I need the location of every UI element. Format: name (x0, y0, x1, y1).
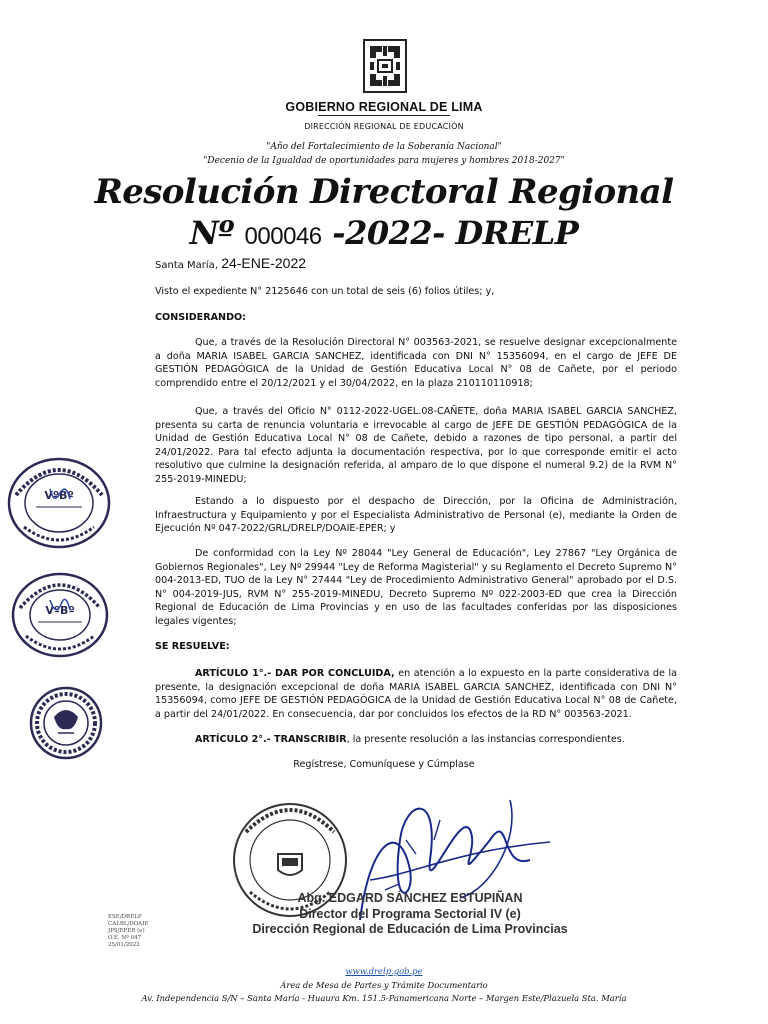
article-1-label: ARTÍCULO 1°.- DAR POR CONCLUIDA, (195, 668, 395, 679)
institution-underline (318, 115, 450, 116)
initials-line: CALBL/DOAIE (108, 921, 149, 927)
considerando-paragraph-4: De conformidad con la Ley Nº 28044 "Ley General de Educación", Ley 27867 "Ley Orgánica de Gobiernos Regionales", Ley Nº 29944 "Ley de Reforma Magisterial" y su Reglamento el Decreto Supremo N° 004-2013-ED, TUO de la Ley N° 27444 "Ley de Procedimiento Administrativo General" aprobado por el D.S. N° 004-2019-JUS, RVM N° 255-2019-MINEDU, Decreto Supremo Nº 022-2003-ED que crea la Dirección Regional de Educación de Lima Provincias y en uso de las facultades conferidas por las disposiciones legales vigentes; (155, 548, 677, 627)
decade-motto: "Decenio de la Igualdad de oportunidades para mujeres y hombres 2018-2027" (203, 156, 565, 166)
issue-date-value: 24-ENE-2022 (221, 255, 307, 271)
svg-text:VºBº: VºBº (45, 604, 75, 617)
considerando-paragraph-1: Que, a través de la Resolución Directoral N° 003563-2021, se resuelve designar excepcionalmente a doña MARIA ISABEL GARCIA SANCHEZ, identificada con DNI N° 15356094, en el cargo de JEFE DE GESTIÓN PEDAGÓGICA de la Unidad de Gestión Educativa Local N° 08 de Cañete, por el periodo comprendido entre el 20/12/2021 y el 30/04/2022, en la plaza 210110110918; (155, 337, 677, 389)
initials-line: 25/01/2022 (108, 942, 140, 948)
footer-office: Área de Mesa de Partes y Trámite Documentario (280, 980, 488, 990)
resolution-number (0, 214, 768, 252)
year-motto: "Año del Fortalecimiento de la Soberanía Nacional" (266, 142, 502, 152)
official-seal-3 (28, 685, 104, 761)
resuelve-heading: SE RESUELVE: (155, 641, 230, 652)
resolution-suffix: -2022- DRELP (321, 214, 579, 252)
signer-office: Dirección Regional de Educación de Lima Provincias (252, 922, 568, 936)
resolution-number-value: 000046 (244, 223, 322, 250)
document-title: Resolución Directoral Regional (94, 172, 674, 212)
closing-formula: Regístrese, Comuníquese y Cúmplase (293, 759, 475, 770)
considerando-paragraph-2: Que, a través del Oficio N° 0112-2022-UGEL.08-CAÑETE, doña MARIA ISABEL GARCIA SANCHEZ, presenta su carta de renuncia voluntaria e irrevocable al cargo de JEFE DE GESTIÓN PEDAGÓGICA de la Unidad de Gestión Educativa Local N° 08 de Cañete, debido a razones de tipo personal, a partir del 24/01/2022. Para tal efecto adjunta la documentación respectiva, por lo que corresponde emitir el acto resolutivo que culmine la designación referida, al amparo de lo que dispone el numeral 9.2) de la RVM N° 255-2019-MINEDU; (155, 406, 677, 485)
website-link[interactable]: www.drelp.gob.pe (345, 966, 423, 976)
article-1 (155, 667, 677, 721)
initials-line: ESE/DRELP (108, 914, 142, 920)
reference-initials (108, 914, 148, 949)
issue-date (155, 255, 306, 271)
initials-line: O.E. Nº 047 (108, 935, 142, 941)
institution-name: GOBIERNO REGIONAL DE LIMA (285, 100, 483, 114)
signer-name: Abg. EDGARD SÁNCHEZ ESTUPIÑAN (297, 891, 523, 905)
article-1-text: en atención a lo expuesto en la parte considerativa de la presente, la designación excepcional de doña MARIA ISABEL GARCIA SANCHEZ, identificada con DNI N° 15356094, como JEFE DE GESTIÓN PEDAGÓGICA de la Unidad de Gestión Educativa Local N° 08 de Cañete, a partir del 24/01/2022. En consecuencia, dar por concluidos los efectos de la RD N° 003563-2021. (155, 668, 677, 720)
resolution-prefix: Nº (189, 214, 245, 252)
article-2-label: ARTÍCULO 2°.- TRANSCRIBIR (195, 734, 347, 745)
initials-line: JPS/EPER (e) (108, 928, 145, 934)
official-seal-1 (6, 455, 112, 551)
footer-address: Av. Independencia S/N – Santa María - Huaura Km. 151.5-Panamericana Norte – Margen Este/Plazuela Sta. María (141, 993, 627, 1003)
issue-place: Santa María, (155, 260, 218, 271)
considerando-paragraph-3: Estando a lo dispuesto por el despacho de Dirección, por la Oficina de Administración, Infraestructura y Equipamiento y por el Especialista Administrativo de Personal (e), mediante la Orden de Ejecución Nº 047-2022/GRL/DRELP/DOAIE-EPER; y (155, 496, 677, 534)
signer-position: Director del Programa Sectorial IV (e) (299, 907, 521, 921)
considerando-heading: CONSIDERANDO: (155, 312, 247, 323)
article-2 (155, 733, 677, 747)
visto-paragraph: Visto el expediente N° 2125646 con un total de seis (6) folios útiles; y, (155, 286, 495, 297)
article-2-text: , la presente resolución a las instancias correspondientes. (346, 734, 625, 745)
department-name: DIRECCIÓN REGIONAL DE EDUCACIÓN (304, 122, 464, 131)
svg-text:VºBº: VºBº (44, 489, 74, 502)
official-seal-2 (10, 570, 110, 660)
regional-government-logo (362, 38, 408, 94)
